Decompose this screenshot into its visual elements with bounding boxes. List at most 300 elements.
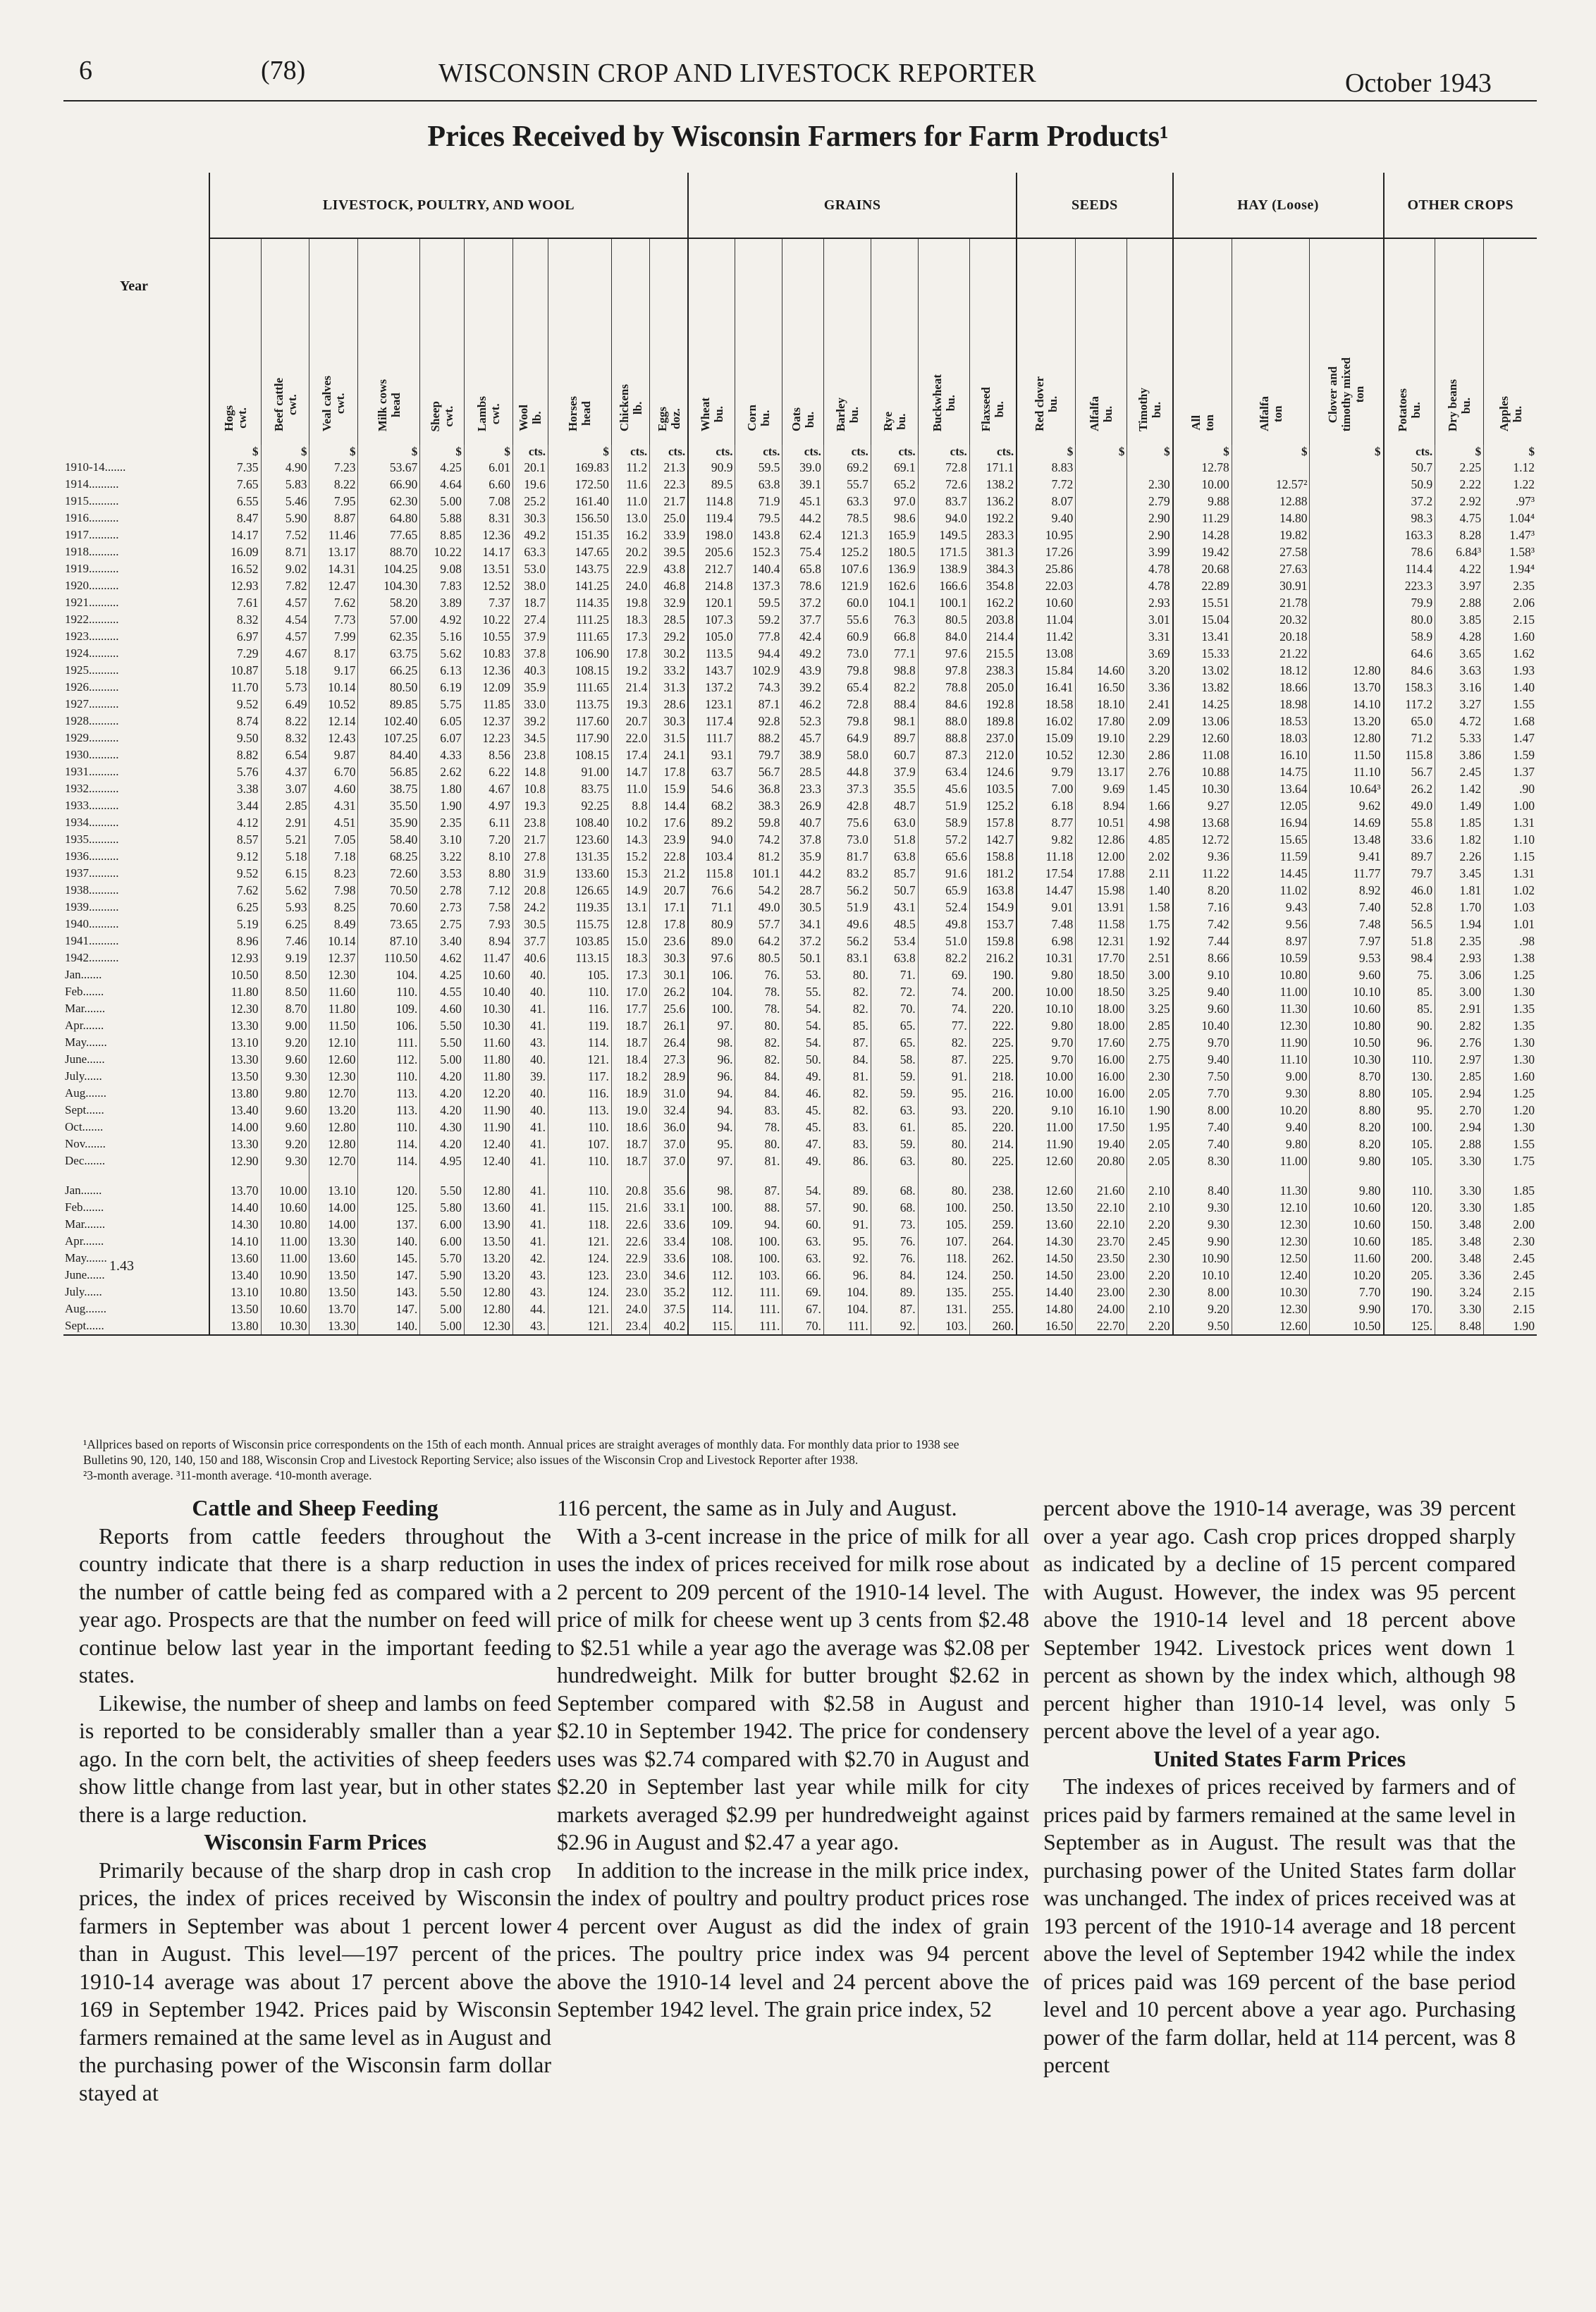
table-cell: 54. bbox=[782, 1034, 824, 1051]
table-cell: 12.52 bbox=[464, 577, 512, 594]
table-cell: 9.80 bbox=[1017, 966, 1076, 983]
table-cell: 73.0 bbox=[823, 831, 871, 848]
table-cell: 50.7 bbox=[1384, 459, 1435, 476]
table-cell: 203.8 bbox=[969, 611, 1017, 628]
table-cell: 15.84 bbox=[1017, 662, 1076, 679]
table-cell: 14.28 bbox=[1173, 527, 1232, 543]
table-cell: 113.15 bbox=[548, 949, 612, 966]
table-cell: 1.58 bbox=[1127, 899, 1173, 916]
table-cell: 17.3 bbox=[611, 628, 649, 645]
table-cell: 51.8 bbox=[871, 831, 918, 848]
table-cell: 1.04⁴ bbox=[1484, 510, 1537, 527]
table-cell: 12.23 bbox=[464, 730, 512, 746]
table-cell: 2.30 bbox=[1127, 476, 1173, 493]
table-row bbox=[63, 476, 1537, 493]
table-cell: 85. bbox=[1384, 983, 1435, 1000]
table-cell: 5.00 bbox=[420, 1300, 465, 1317]
table-cell: 11.80 bbox=[209, 983, 261, 1000]
table-cell: 237.0 bbox=[969, 730, 1017, 746]
table-cell: 5.00 bbox=[420, 493, 465, 510]
table-cell: 35.9 bbox=[512, 679, 548, 696]
table-cell: 43.8 bbox=[650, 560, 688, 577]
gap-cell bbox=[63, 1169, 209, 1182]
table-cell: 55. bbox=[782, 983, 824, 1000]
table-cell: 19.0 bbox=[611, 1102, 649, 1119]
table-cell: 117.2 bbox=[1384, 696, 1435, 713]
table-cell: 9.00 bbox=[261, 1017, 309, 1034]
table-cell: 10.22 bbox=[420, 543, 465, 560]
table-cell: 31.0 bbox=[650, 1085, 688, 1102]
table-cell: 7.05 bbox=[309, 831, 358, 848]
table-cell: 63.3 bbox=[512, 543, 548, 560]
table-cell: 83. bbox=[735, 1102, 782, 1119]
table-cell: 13.20 bbox=[1310, 713, 1384, 730]
row-label: Feb....... bbox=[65, 1200, 104, 1214]
table-cell: 20.8 bbox=[611, 1182, 649, 1199]
table-cell: 24.0 bbox=[611, 577, 649, 594]
table-cell: $ bbox=[261, 445, 309, 459]
table-cell: 8.80 bbox=[1310, 1085, 1384, 1102]
table-cell: 30.3 bbox=[650, 713, 688, 730]
table-cell: 25.6 bbox=[650, 1000, 688, 1017]
table-cell: 12.80 bbox=[309, 1119, 358, 1136]
table-cell: 4.22 bbox=[1435, 560, 1484, 577]
table-cell: 38.0 bbox=[512, 577, 548, 594]
table-cell: 3.48 bbox=[1435, 1216, 1484, 1233]
table-cell: 2.91 bbox=[1435, 1000, 1484, 1017]
table-cell: 12.31 bbox=[1076, 933, 1127, 949]
table-cell: 53.4 bbox=[871, 933, 918, 949]
table-cell: 11.50 bbox=[1310, 746, 1384, 763]
table-cell: 12.30 bbox=[464, 1317, 512, 1335]
table-cell: 80.50 bbox=[358, 679, 420, 696]
row-label: Jan....... bbox=[65, 1183, 102, 1197]
table-cell: 114.8 bbox=[688, 493, 735, 510]
table-cell: 7.99 bbox=[309, 628, 358, 645]
table-cell: 12.37 bbox=[309, 949, 358, 966]
table-cell: 8.30 bbox=[1173, 1152, 1232, 1169]
table-cell: 83.75 bbox=[548, 780, 612, 797]
table-row bbox=[63, 459, 1537, 476]
table-cell: 117.90 bbox=[548, 730, 612, 746]
table-cell: 104.30 bbox=[358, 577, 420, 594]
table-cell: 43. bbox=[512, 1267, 548, 1284]
table-cell: 8.20 bbox=[1310, 1136, 1384, 1152]
table-cell: 2.25 bbox=[1435, 459, 1484, 476]
table-cell bbox=[1310, 476, 1384, 493]
table-cell: 63.8 bbox=[871, 848, 918, 865]
table-cell: 40. bbox=[512, 1051, 548, 1068]
table-cell: 11.10 bbox=[1310, 763, 1384, 780]
table-cell: 15.0 bbox=[611, 933, 649, 949]
table-cell: 13.64 bbox=[1232, 780, 1310, 797]
table-cell: 15.65 bbox=[1232, 831, 1310, 848]
table-cell: 8.70 bbox=[1310, 1068, 1384, 1085]
table-cell: 114.4 bbox=[1384, 560, 1435, 577]
table-cell: 2.62 bbox=[420, 763, 465, 780]
table-cell: 225. bbox=[969, 1034, 1017, 1051]
table-cell: 25.0 bbox=[650, 510, 688, 527]
table-cell: 21.60 bbox=[1076, 1182, 1127, 1199]
table-cell: 1.85 bbox=[1435, 814, 1484, 831]
table-cell: 7.62 bbox=[309, 594, 358, 611]
table-cell: 16.41 bbox=[1017, 679, 1076, 696]
table-cell: 83. bbox=[823, 1136, 871, 1152]
table-cell: 74. bbox=[918, 983, 969, 1000]
table-cell: 72.6 bbox=[918, 476, 969, 493]
table-cell: 12.72 bbox=[1173, 831, 1232, 848]
table-row bbox=[63, 814, 1537, 831]
table-cell: 169.83 bbox=[548, 459, 612, 476]
table-cell: 5.90 bbox=[261, 510, 309, 527]
row-label: May....... bbox=[65, 1035, 107, 1049]
table-cell: 16.09 bbox=[209, 543, 261, 560]
table-cell: 9.40 bbox=[1017, 510, 1076, 527]
table-cell: 5.50 bbox=[420, 1034, 465, 1051]
table-cell: 11.2 bbox=[611, 459, 649, 476]
table-cell: 111. bbox=[823, 1317, 871, 1335]
table-cell: 79.8 bbox=[823, 662, 871, 679]
table-cell: 29.2 bbox=[650, 628, 688, 645]
table-cell: 63.7 bbox=[688, 763, 735, 780]
table-cell: 52.4 bbox=[918, 899, 969, 916]
table-cell: 37.3 bbox=[823, 780, 871, 797]
table-cell: 259. bbox=[969, 1216, 1017, 1233]
table-cell: 12.30 bbox=[1232, 1216, 1310, 1233]
table-cell: 172.50 bbox=[548, 476, 612, 493]
table-cell: 8.50 bbox=[261, 983, 309, 1000]
table-cell: 7.44 bbox=[1173, 933, 1232, 949]
table-row bbox=[63, 1267, 1537, 1284]
table-cell: 7.40 bbox=[1173, 1136, 1232, 1152]
table-cell: 3.00 bbox=[1435, 983, 1484, 1000]
table-cell: 13.10 bbox=[209, 1284, 261, 1300]
table-cell: 68.25 bbox=[358, 848, 420, 865]
table-cell: 12.57² bbox=[1232, 476, 1310, 493]
table-cell: 216. bbox=[969, 1085, 1017, 1102]
table-cell: 56.2 bbox=[823, 933, 871, 949]
table-cell: 11.00 bbox=[261, 1233, 309, 1250]
table-cell: 49.6 bbox=[823, 916, 871, 933]
table-cell: 78.5 bbox=[823, 510, 871, 527]
table-cell: 140.4 bbox=[735, 560, 782, 577]
table-cell: 2.51 bbox=[1127, 949, 1173, 966]
table-cell: 114.35 bbox=[548, 594, 612, 611]
table-cell: 28.5 bbox=[650, 611, 688, 628]
table-cell: 18.00 bbox=[1076, 1017, 1127, 1034]
table-cell bbox=[1310, 594, 1384, 611]
table-cell: 12.37 bbox=[464, 713, 512, 730]
table-cell: 5.62 bbox=[261, 882, 309, 899]
table-row bbox=[63, 865, 1537, 882]
table-row bbox=[63, 1317, 1537, 1335]
table-cell: 39.0 bbox=[782, 459, 824, 476]
table-cell: 41. bbox=[512, 1000, 548, 1017]
table-cell: 41. bbox=[512, 1216, 548, 1233]
table-cell: 65.9 bbox=[918, 882, 969, 899]
table-cell: 2.73 bbox=[420, 899, 465, 916]
table-cell: 1.68 bbox=[1484, 713, 1537, 730]
table-cell: 105. bbox=[918, 1216, 969, 1233]
table-cell: 50.7 bbox=[871, 882, 918, 899]
table-cell: 111.25 bbox=[548, 611, 612, 628]
gap-cell bbox=[1484, 1169, 1537, 1182]
table-cell: 260. bbox=[969, 1317, 1017, 1335]
table-cell: 4.98 bbox=[1127, 814, 1173, 831]
footnotes bbox=[83, 1437, 1528, 1483]
table-cell: 10.52 bbox=[309, 696, 358, 713]
table-cell: 18.50 bbox=[1076, 983, 1127, 1000]
table-cell: 49.8 bbox=[918, 916, 969, 933]
table-cell: 9.30 bbox=[1173, 1216, 1232, 1233]
table-cell: 47. bbox=[782, 1136, 824, 1152]
table-cell: 1.35 bbox=[1484, 1017, 1537, 1034]
table-cell: 7.40 bbox=[1173, 1119, 1232, 1136]
table-cell: 39.1 bbox=[782, 476, 824, 493]
table-cell: 17.0 bbox=[611, 983, 649, 1000]
table-cell: 4.20 bbox=[420, 1068, 465, 1085]
table-cell: 16.02 bbox=[1017, 713, 1076, 730]
table-cell: 28.6 bbox=[650, 696, 688, 713]
row-label: 1931.......... bbox=[65, 765, 119, 778]
table-cell: 9.56 bbox=[1232, 916, 1310, 933]
table-cell: 152.3 bbox=[735, 543, 782, 560]
table-cell: 81. bbox=[735, 1152, 782, 1169]
table-cell: 10.87 bbox=[209, 662, 261, 679]
table-cell: 7.70 bbox=[1173, 1085, 1232, 1102]
table-cell: 80. bbox=[918, 1182, 969, 1199]
table-cell: 88.4 bbox=[871, 696, 918, 713]
table-cell: 162.2 bbox=[969, 594, 1017, 611]
table-cell: 28.7 bbox=[782, 882, 824, 899]
table-cell: 3.27 bbox=[1435, 696, 1484, 713]
table-cell: 44.2 bbox=[782, 865, 824, 882]
table-cell: 11.80 bbox=[309, 1000, 358, 1017]
table-cell: 2.09 bbox=[1127, 713, 1173, 730]
table-cell: 3.24 bbox=[1435, 1284, 1484, 1300]
table-cell: 10.83 bbox=[464, 645, 512, 662]
table-cell: 9.60 bbox=[261, 1102, 309, 1119]
table-cell: 7.62 bbox=[209, 882, 261, 899]
table-cell: 31.3 bbox=[650, 679, 688, 696]
table-cell: .98 bbox=[1484, 933, 1537, 949]
table-cell: 62.4 bbox=[782, 527, 824, 543]
table-cell: 50. bbox=[782, 1051, 824, 1068]
table-cell: 67. bbox=[782, 1300, 824, 1317]
table-cell: 9.00 bbox=[1232, 1068, 1310, 1085]
table-cell: 8.00 bbox=[1173, 1284, 1232, 1300]
table-cell: 1.60 bbox=[1484, 628, 1537, 645]
table-cell: 82. bbox=[918, 1034, 969, 1051]
table-cell: 23.70 bbox=[1076, 1233, 1127, 1250]
table-cell: 69. bbox=[918, 966, 969, 983]
table-cell: 10.30 bbox=[1173, 780, 1232, 797]
table-cell: 7.40 bbox=[1310, 899, 1384, 916]
row-label: 1920.......... bbox=[65, 579, 119, 592]
table-cell: 2.45 bbox=[1484, 1267, 1537, 1284]
table-cell: 7.95 bbox=[309, 493, 358, 510]
table-cell: 9.20 bbox=[1173, 1300, 1232, 1317]
table-cell: 12.40 bbox=[464, 1136, 512, 1152]
table-cell: 23.50 bbox=[1076, 1250, 1127, 1267]
table-cell: 9.43 bbox=[1232, 899, 1310, 916]
table-cell: 86. bbox=[823, 1152, 871, 1169]
table-cell bbox=[1076, 527, 1127, 543]
column-header: Milk cows head bbox=[358, 238, 420, 445]
table-cell: 37.7 bbox=[512, 933, 548, 949]
table-cell: 98.4 bbox=[1384, 949, 1435, 966]
table-cell: 19.42 bbox=[1173, 543, 1232, 560]
table-cell: 143.7 bbox=[688, 662, 735, 679]
table-cell: 9.62 bbox=[1310, 797, 1384, 814]
table-cell: $ bbox=[420, 445, 465, 459]
table-cell: 88.2 bbox=[735, 730, 782, 746]
table-cell: 114. bbox=[358, 1152, 420, 1169]
table-cell: 98. bbox=[688, 1034, 735, 1051]
column-header: Dry beans bu. bbox=[1435, 238, 1484, 445]
table-cell: 11.0 bbox=[611, 493, 649, 510]
table-cell: 110. bbox=[358, 983, 420, 1000]
table-cell: 10.64³ bbox=[1310, 780, 1384, 797]
table-cell: 11.46 bbox=[309, 527, 358, 543]
table-cell: 111. bbox=[358, 1034, 420, 1051]
table-cell: $ bbox=[1017, 445, 1076, 459]
gap-cell bbox=[782, 1169, 824, 1182]
table-cell: 198.0 bbox=[688, 527, 735, 543]
table-cell bbox=[1076, 645, 1127, 662]
table-cell: 15.9 bbox=[650, 780, 688, 797]
table-cell: 8.32 bbox=[261, 730, 309, 746]
table-cell: 9.12 bbox=[209, 848, 261, 865]
table-cell: 57.00 bbox=[358, 611, 420, 628]
row-label: Jan....... bbox=[65, 968, 102, 981]
table-cell: 8.07 bbox=[1017, 493, 1076, 510]
table-cell: 9.08 bbox=[420, 560, 465, 577]
table-cell: 34.6 bbox=[650, 1267, 688, 1284]
table-cell: 136.9 bbox=[871, 560, 918, 577]
table-cell: 111.7 bbox=[688, 730, 735, 746]
table-cell: 10.60 bbox=[1017, 594, 1076, 611]
table-cell: 3.44 bbox=[209, 797, 261, 814]
gap-cell bbox=[309, 1169, 358, 1182]
table-cell: 2.15 bbox=[1484, 1300, 1537, 1317]
table-cell: 10.40 bbox=[464, 983, 512, 1000]
table-cell: 111.65 bbox=[548, 628, 612, 645]
table-cell: 200. bbox=[969, 983, 1017, 1000]
column-header: Eggs doz. bbox=[650, 238, 688, 445]
table-cell: 14.4 bbox=[650, 797, 688, 814]
table-cell: 1.95 bbox=[1127, 1119, 1173, 1136]
table-cell: 4.55 bbox=[420, 983, 465, 1000]
table-cell: 91. bbox=[918, 1068, 969, 1085]
table-cell: 9.53 bbox=[1310, 949, 1384, 966]
table-cell: 113. bbox=[548, 1102, 612, 1119]
table-cell: 13.41 bbox=[1173, 628, 1232, 645]
table-cell: 9.30 bbox=[261, 1152, 309, 1169]
table-cell: 13.06 bbox=[1173, 713, 1232, 730]
table-cell: 13.70 bbox=[209, 1182, 261, 1199]
table-cell: 119.35 bbox=[548, 899, 612, 916]
table-cell: 19.40 bbox=[1076, 1136, 1127, 1152]
table-cell: 1.75 bbox=[1484, 1152, 1537, 1169]
table-row bbox=[63, 882, 1537, 899]
table-cell: 2.76 bbox=[1127, 763, 1173, 780]
table-row bbox=[63, 662, 1537, 679]
table-cell: 9.10 bbox=[1017, 1102, 1076, 1119]
table-cell: 2.11 bbox=[1127, 865, 1173, 882]
table-cell: 14.10 bbox=[1310, 696, 1384, 713]
gap-cell bbox=[512, 1169, 548, 1182]
table-cell: 3.00 bbox=[1127, 966, 1173, 983]
table-cell: 9.40 bbox=[1173, 1051, 1232, 1068]
table-cell: 1.55 bbox=[1484, 1136, 1537, 1152]
table-cell: 112. bbox=[688, 1267, 735, 1284]
table-cell: 19.2 bbox=[611, 662, 649, 679]
table-cell: 18.58 bbox=[1017, 696, 1076, 713]
table-cell: 104.25 bbox=[358, 560, 420, 577]
table-cell: 26.1 bbox=[650, 1017, 688, 1034]
table-cell: 8.70 bbox=[261, 1000, 309, 1017]
table-cell: 20.1 bbox=[512, 459, 548, 476]
table-cell: 17.8 bbox=[650, 916, 688, 933]
table-cell: 12.8 bbox=[611, 916, 649, 933]
table-cell: 12.36 bbox=[464, 662, 512, 679]
table-row bbox=[63, 899, 1537, 916]
table-row bbox=[63, 1000, 1537, 1017]
table-cell: 48.5 bbox=[871, 916, 918, 933]
table-cell: 87. bbox=[823, 1034, 871, 1051]
table-cell: 18.7 bbox=[611, 1017, 649, 1034]
table-cell: 9.69 bbox=[1076, 780, 1127, 797]
table-cell: 41. bbox=[512, 1119, 548, 1136]
table-cell: 4.30 bbox=[420, 1119, 465, 1136]
table-cell: 63.8 bbox=[735, 476, 782, 493]
table-cell: 1.47³ bbox=[1484, 527, 1537, 543]
table-cell: 2.20 bbox=[1127, 1216, 1173, 1233]
table-cell: 3.30 bbox=[1435, 1199, 1484, 1216]
table-cell: 4.62 bbox=[420, 949, 465, 966]
table-cell: 108.15 bbox=[548, 746, 612, 763]
table-cell: 11.10 bbox=[1232, 1051, 1310, 1068]
table-cell: 3.99 bbox=[1127, 543, 1173, 560]
table-cell: 7.35 bbox=[209, 459, 261, 476]
table-cell: 23.0 bbox=[611, 1267, 649, 1284]
table-cell: 1.66 bbox=[1127, 797, 1173, 814]
table-cell: 82. bbox=[823, 983, 871, 1000]
table-cell: 12.00 bbox=[1076, 848, 1127, 865]
table-cell: 10.59 bbox=[1232, 949, 1310, 966]
table-cell: 124. bbox=[918, 1267, 969, 1284]
table-cell: 37.2 bbox=[782, 594, 824, 611]
table-cell: 66.90 bbox=[358, 476, 420, 493]
table-cell: 12.43 bbox=[309, 730, 358, 746]
table-cell: 20.7 bbox=[650, 882, 688, 899]
table-cell: $ bbox=[1310, 445, 1384, 459]
table-cell: 30.1 bbox=[650, 966, 688, 983]
gap-cell bbox=[918, 1169, 969, 1182]
table-cell: 12.78 bbox=[1173, 459, 1232, 476]
table-cell: 8.96 bbox=[209, 933, 261, 949]
table-cell: 9.30 bbox=[1232, 1085, 1310, 1102]
table-cell: 63.4 bbox=[918, 763, 969, 780]
table-cell: 1.02 bbox=[1484, 882, 1537, 899]
table-cell: 9.79 bbox=[1017, 763, 1076, 780]
table-cell: 13.51 bbox=[464, 560, 512, 577]
table-cell: 10.30 bbox=[261, 1317, 309, 1335]
table-cell: 55.7 bbox=[823, 476, 871, 493]
row-label: June...... bbox=[65, 1052, 105, 1066]
group-seeds: SEEDS bbox=[1017, 173, 1173, 238]
